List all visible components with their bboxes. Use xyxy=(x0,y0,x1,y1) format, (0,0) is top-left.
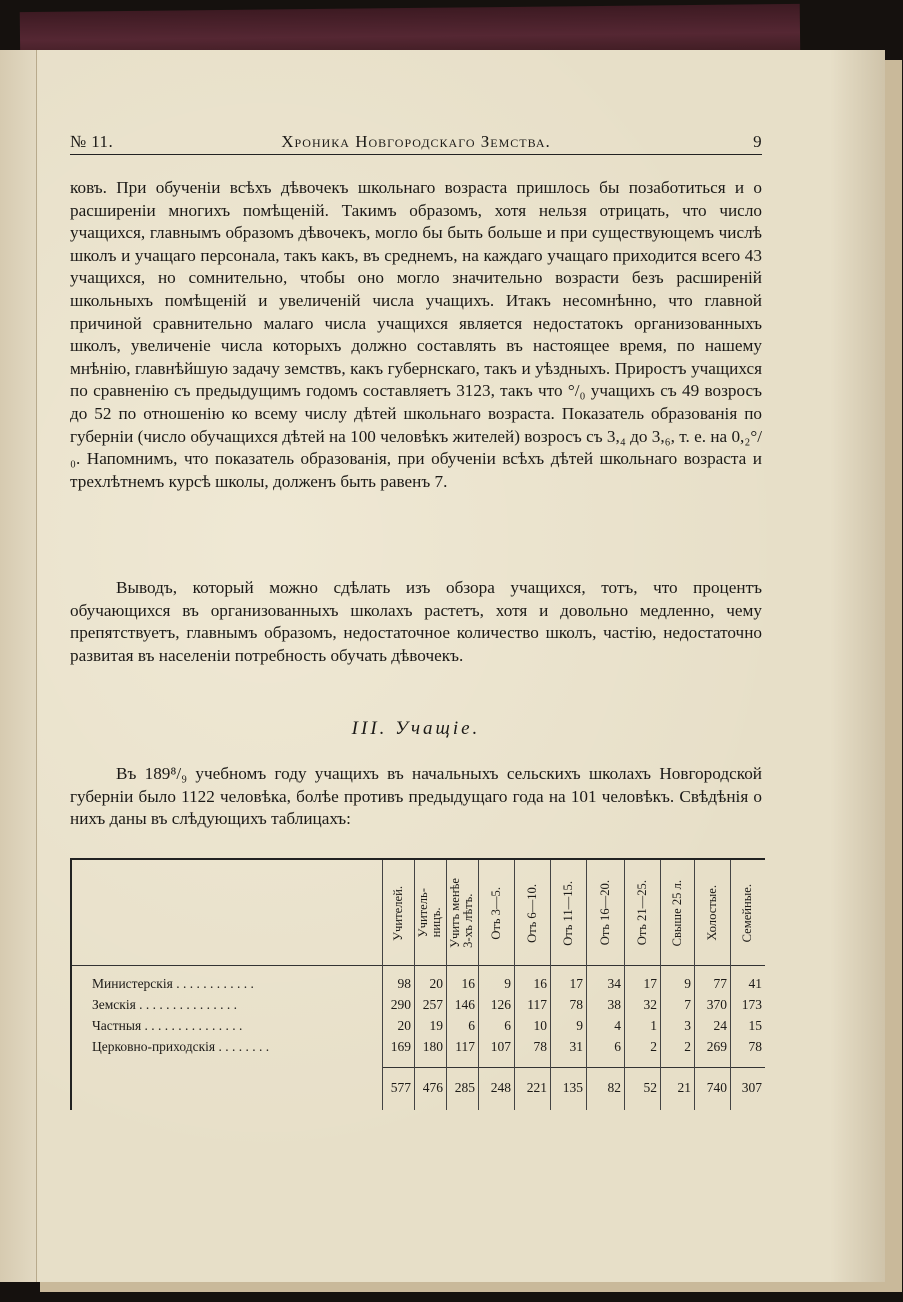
row-label: Земскія . . . . . . . . . . . . . . . xyxy=(92,997,238,1012)
table-cell: 117 xyxy=(455,1039,475,1054)
table-cell: 78 xyxy=(748,1039,762,1054)
column-header: Отъ 3—5. xyxy=(488,886,503,940)
row-label: Церковно-приходскія . . . . . . . . xyxy=(92,1039,270,1054)
running-head xyxy=(70,130,762,155)
table-cell: 98 xyxy=(397,976,411,991)
table-cell: 31 xyxy=(569,1039,583,1054)
total-cell: 740 xyxy=(706,1080,727,1095)
page-number: 9 xyxy=(753,132,762,151)
paragraph-1: ковъ. При обученіи всѣхъ дѣвочекъ школьнаго возраста пришлось бы позаботиться и о расширеніи многихъ помѣщеній. Такимъ образомъ, хотя нельзя отрицать, что число учащихся, главнымъ образомъ дѣвочекъ, могло бы быть больше и при существующемъ числѣ школъ и учащаго персонала, такъ какъ, въ среднемъ, на каждаго учащаго приходится всего 43 учащихся, но сомнительно, чтобы оно могло значительно возрасти безъ расширеній школьныхъ помѣщеній и увеличеній числа учащихъ. Итакъ несомнѣнно, что главной причиной сравнительно малаго числа учащихся является недостатокъ организованныхъ школъ, увеличеніе числа которыхъ должно составлять въ настоящее время, по нашему мнѣнію, главнѣйшую задачу земствъ, какъ губернскаго, такъ и уѣздныхъ. Приростъ учащихся по сравненію съ предыдущимъ годомъ составляетъ 3123, такъ что °/₀ учащихъ съ 49 возросъ до 52 по отношенію ко всему числу дѣтей школьнаго возраста. Показатель образованія по губерніи (число обучащихся дѣтей на 100 человѣкъ жителей) возросъ съ 3,₄ до 3,₆, т. е. на 0,₂°/₀. Напомнимъ, что показатель образованія, при обученіи всѣхъ дѣтей школьнаго возраста и трехлѣтнемъ курсѣ школы, долженъ быть равенъ 7. xyxy=(70,178,762,491)
table-cell: 78 xyxy=(569,997,583,1012)
table-cell: 38 xyxy=(607,997,621,1012)
total-cell: 476 xyxy=(422,1080,443,1095)
section-heading: III. Учащіе. xyxy=(351,718,481,739)
totals-rule xyxy=(382,1067,765,1068)
table-cell: 117 xyxy=(527,997,547,1012)
issue-number: № 11. xyxy=(70,132,114,151)
table-cell: 19 xyxy=(429,1018,443,1033)
table-cell: 1 xyxy=(650,1018,657,1033)
table-cell: 41 xyxy=(748,976,762,991)
total-cell: 248 xyxy=(490,1080,511,1095)
table-cell: 169 xyxy=(390,1039,411,1054)
table-cell: 16 xyxy=(533,976,547,991)
total-cell: 577 xyxy=(390,1080,411,1095)
table-cell: 77 xyxy=(713,976,727,991)
table-cell: 370 xyxy=(706,997,727,1012)
total-cell: 21 xyxy=(677,1080,691,1095)
table-cell: 257 xyxy=(422,997,443,1012)
table-cell: 6 xyxy=(468,1018,475,1033)
paragraph-2: Выводъ, который можно сдѣлать изъ обзора учащихся, тотъ, что процентъ обучающихся въ организованныхъ школахъ растетъ, хотя и довольно медленно, чему препятствуетъ, главнымъ образомъ, недостаточное количество школъ, частію, недостаточно развитая въ населеніи потребность обучать дѣвочекъ. xyxy=(70,578,762,665)
table-cell: 290 xyxy=(390,997,411,1012)
table-row xyxy=(72,1018,765,1038)
teachers-table xyxy=(70,858,765,1110)
journal-title: Хроника Новгородскаго Земства. xyxy=(281,132,551,151)
table-cell: 34 xyxy=(607,976,621,991)
table-cell: 269 xyxy=(706,1039,727,1054)
table-cell: 10 xyxy=(533,1018,547,1033)
table-cell: 180 xyxy=(422,1039,443,1054)
row-label: Частныя . . . . . . . . . . . . . . . xyxy=(92,1018,243,1033)
column-header: Холостые. xyxy=(704,885,719,941)
table-cell: 9 xyxy=(504,976,511,991)
total-cell: 82 xyxy=(607,1080,621,1095)
total-cell: 307 xyxy=(741,1080,762,1095)
table-cell: 3 xyxy=(684,1018,691,1033)
table-cell: 17 xyxy=(569,976,583,991)
table-row xyxy=(72,997,765,1017)
table-cell: 126 xyxy=(490,997,511,1012)
table-cell: 4 xyxy=(614,1018,621,1033)
table-cell: 6 xyxy=(614,1039,621,1054)
table-cell: 78 xyxy=(533,1039,547,1054)
table-cell: 20 xyxy=(429,976,443,991)
table-cell: 2 xyxy=(650,1039,657,1054)
table-cell: 107 xyxy=(490,1039,511,1054)
row-label: Министерскія . . . . . . . . . . . . xyxy=(92,976,254,991)
table-cell: 20 xyxy=(397,1018,411,1033)
total-cell: 135 xyxy=(562,1080,583,1095)
table-cell: 17 xyxy=(643,976,657,991)
table-cell: 9 xyxy=(576,1018,583,1033)
table-cell: 15 xyxy=(748,1018,762,1033)
column-header: Отъ 6—10. xyxy=(524,883,539,943)
table-cell: 24 xyxy=(713,1018,727,1033)
column-header: Учителей. xyxy=(390,885,405,941)
binding-strip xyxy=(0,50,37,1282)
table-cell: 173 xyxy=(741,997,762,1012)
table-cell: 7 xyxy=(684,997,691,1012)
totals-row xyxy=(72,1080,765,1100)
table-row xyxy=(72,1039,765,1059)
paragraph-intro: Въ 189⁸/₉ учебномъ году учащихъ въ начальныхъ сельскихъ школахъ Новгородской губерніи было 1122 человѣка, болѣе противъ предыдущаго года на 101 человѣкъ. Свѣдѣнія о нихъ даны въ слѣдующихъ таблицахъ: xyxy=(70,764,762,829)
column-header: Семейные. xyxy=(740,883,754,943)
book-page xyxy=(0,50,885,1282)
header-rule xyxy=(72,965,765,966)
table-cell: 2 xyxy=(684,1039,691,1054)
table-cell: 146 xyxy=(454,997,475,1012)
column-header: Учитъ менѣе 3-хъ лѣтъ. xyxy=(448,878,475,948)
column-header: Отъ 11—15. xyxy=(560,880,575,946)
total-cell: 285 xyxy=(454,1080,475,1095)
table-cell: 32 xyxy=(643,997,657,1012)
table-cell: 9 xyxy=(684,976,691,991)
column-header: Отъ 16—20. xyxy=(597,880,612,946)
column-header: Свыше 25 л. xyxy=(669,879,684,947)
table-row xyxy=(72,976,765,996)
column-header: Учитель- ницъ. xyxy=(416,888,443,938)
total-cell: 52 xyxy=(643,1080,657,1095)
total-cell: 221 xyxy=(526,1080,547,1095)
table-cell: 16 xyxy=(461,976,475,991)
table-cell: 6 xyxy=(504,1018,511,1033)
column-header: Отъ 21—25. xyxy=(634,880,649,946)
